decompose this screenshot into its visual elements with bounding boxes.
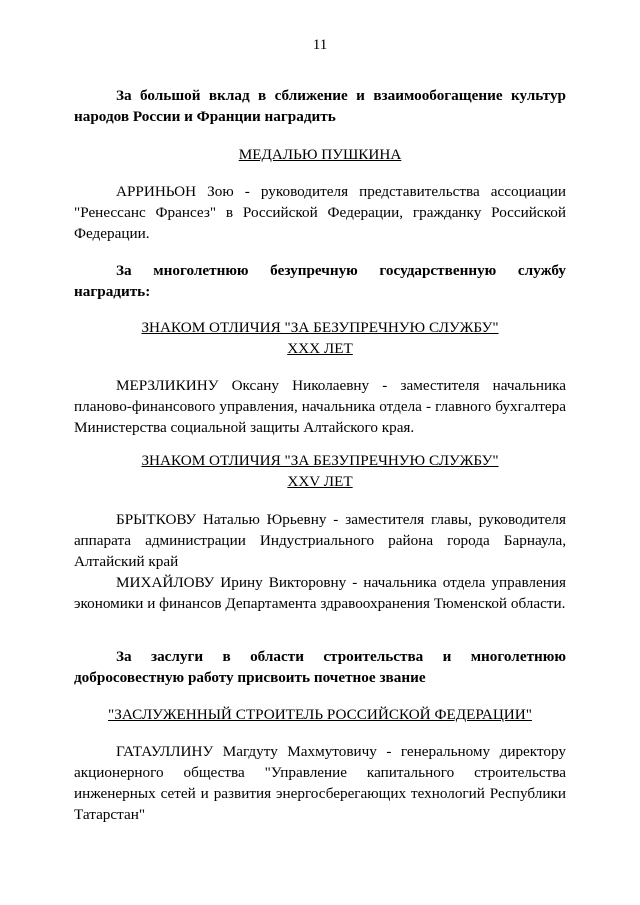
section2-award-a-line1: ЗНАКОМ ОТЛИЧИЯ "ЗА БЕЗУПРЕЧНУЮ СЛУЖБУ": [141, 319, 499, 336]
section2-recipients-b: [74, 509, 566, 614]
section2-award-b-line1: ЗНАКОМ ОТЛИЧИЯ "ЗА БЕЗУПРЕЧНУЮ СЛУЖБУ": [141, 452, 499, 469]
section3-recipient: ГАТАУЛЛИНУ Магдуту Махмутовичу - генеральному директору акционерного общества "Управление капитального строительства инженерных сетей и развития энергосберегающих технологий Республики Татарстан": [74, 743, 566, 823]
section2-award-b-line2: XXV ЛЕТ: [287, 473, 353, 490]
section2-award-a: [74, 317, 566, 359]
section2-intro: За многолетнюю безупречную государственную службу наградить:: [74, 262, 566, 300]
section2-award-b: [74, 450, 566, 492]
section1-award-title: МЕДАЛЬЮ ПУШКИНА: [238, 146, 402, 163]
section2-recipient-b2: МИХАЙЛОВУ Ирину Викторовну - начальника отдела управления экономики и финансов Департамента здравоохранения Тюменской области.: [74, 574, 566, 612]
section1-intro: За большой вклад в сближение и взаимообогащение культур народов России и Франции наградить: [74, 87, 566, 125]
section3-intro: За заслуги в области строительства и многолетнюю добросовестную работу присвоить почетное звание: [74, 648, 566, 686]
section2-award-a-line2: XXX ЛЕТ: [287, 340, 353, 357]
section3-award-title: "ЗАСЛУЖЕННЫЙ СТРОИТЕЛЬ РОССИЙСКОЙ ФЕДЕРАЦИИ": [108, 706, 532, 723]
section2-recipient-b1: БРЫТКОВУ Наталью Юрьевну - заместителя главы, руководителя аппарата администрации Индустриального района города Барнаула, Алтайский край: [74, 511, 566, 570]
page-number: 11: [312, 36, 328, 53]
section2-recipient-a: МЕРЗЛИКИНУ Оксану Николаевну - заместителя начальника планово-финансового управления, начальника отдела - главного бухгалтера Министерства социальной защиты Алтайского края.: [74, 377, 566, 436]
section1-recipient: АРРИНЬОН Зою - руководителя представительства ассоциации "Ренессанс Франсез" в Российской Федерации, гражданку Российской Федерации.: [74, 183, 566, 242]
